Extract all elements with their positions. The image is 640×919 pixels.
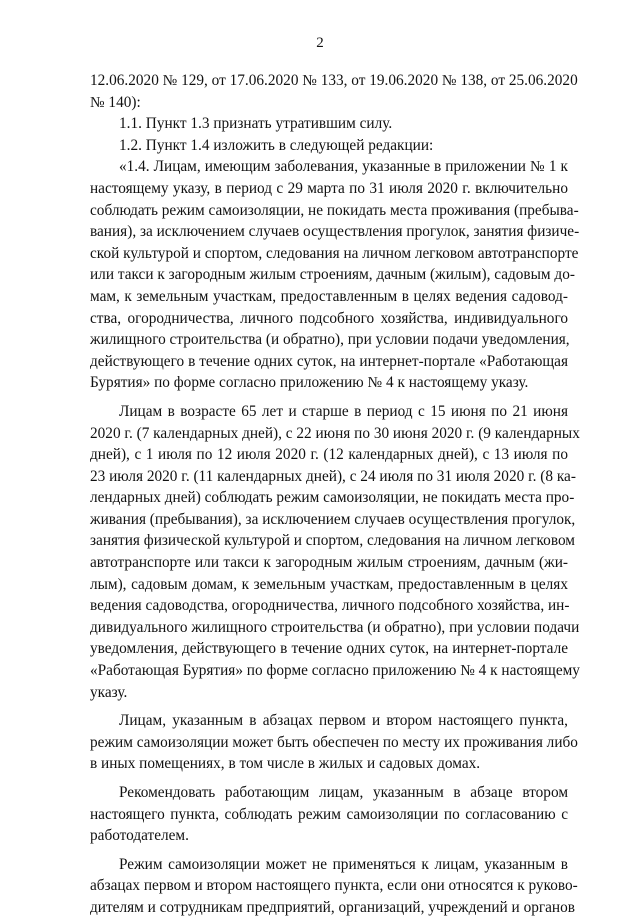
- text-line: 23 июля 2020 г. (11 календарных дней), с 24 июля по 31 июля 2020 г. (8 ка-: [90, 467, 576, 485]
- text-line: уведомления, действующего в течение одних суток, на интернет-портале: [90, 640, 568, 658]
- text-line: № 140):: [90, 93, 141, 111]
- text-line: занятия физической культурой и спортом, следования на личном легковом: [90, 532, 575, 550]
- text-line: настоящего пункта, соблюдать режим самоизоляции по согласованию с: [90, 805, 568, 823]
- text-line: дней), с 1 июля по 12 июля 2020 г. (12 календарных дней), с 13 июля по: [90, 446, 568, 464]
- text-line: 2020 г. (7 календарных дней), с 22 июня по 30 июня 2020 г. (9 календарных: [90, 424, 580, 442]
- text-line: мам, к земельным участкам, предоставленным в целях ведения садовод-: [90, 287, 568, 305]
- text-line: 1.2. Пункт 1.4 изложить в следующей редакции:: [119, 136, 434, 154]
- text-line: дивидуального жилищного строительства (и обратно), при условии подачи: [90, 618, 580, 636]
- text-line: ведения садоводства, огородничества, личного подсобного хозяйства, ин-: [90, 597, 570, 615]
- paragraph-gap: [90, 394, 568, 401]
- text-line: соблюдать режим самоизоляции, не покидать места проживания (пребыва-: [90, 201, 579, 219]
- text-line: в иных помещениях, в том числе в жилых и садовых домах.: [90, 755, 481, 773]
- document-body: [90, 70, 580, 919]
- text-line: лендарных дней) соблюдать режим самоизоляции, не покидать места про-: [90, 489, 575, 507]
- text-line: Бурятия» по форме согласно приложению № 4 к настоящему указу.: [90, 374, 529, 392]
- text-line: лым), садовым домам, к земельным участкам, предоставленным в целях: [90, 575, 568, 593]
- page-number: 2: [316, 35, 324, 51]
- paragraph-gap: [90, 847, 568, 854]
- text-line: живания (пребывания), за исключением случаев осуществления прогулок,: [90, 510, 576, 528]
- text-line: «Работающая Бурятия» по форме согласно приложению № 4 к настоящему: [90, 662, 580, 680]
- text-line: дителям и сотрудникам предприятий, организаций, учреждений и органов: [90, 898, 575, 916]
- text-line: указу.: [90, 683, 128, 701]
- text-line: Режим самоизоляции может не применяться к лицам, указанным в: [119, 855, 568, 873]
- text-line: ской культурой и спортом, следования на личном легковом автотранспорте: [90, 244, 579, 262]
- text-line: автотранспорте или такси к загородным жилым строениям, дачным (жи-: [90, 554, 568, 572]
- paragraph-gap: [90, 775, 568, 782]
- text-line: действующего в течение одних суток, на интернет-портале «Работающая: [90, 352, 568, 370]
- text-line: или такси к загородным жилым строениям, дачным (жилым), садовым до-: [90, 266, 575, 284]
- text-line: 12.06.2020 № 129, от 17.06.2020 № 133, от 19.06.2020 № 138, от 25.06.2020: [90, 72, 578, 89]
- text-line: работодателем.: [90, 827, 189, 845]
- text-line: «1.4. Лицам, имеющим заболевания, указанные в приложении № 1 к: [119, 158, 568, 176]
- text-line: настоящему указу, в период с 29 марта по 31 июля 2020 г. включительно: [90, 179, 568, 197]
- text-line: жилищного строительства (и обратно), при условии подачи уведомления,: [90, 331, 570, 349]
- text-line: вания), за исключением случаев осуществления прогулок, занятия физиче-: [90, 223, 580, 241]
- text-line: 1.1. Пункт 1.3 признать утратившим силу.: [119, 115, 393, 133]
- text-line: режим самоизоляции может быть обеспечен по месту их проживания либо: [90, 733, 578, 751]
- paragraph-gap: [90, 703, 568, 710]
- text-line: абзацах первом и втором настоящего пункта, если они относятся к руково-: [90, 877, 578, 895]
- text-line: Рекомендовать работающим лицам, указанным в абзаце втором: [119, 784, 568, 801]
- text-line: ства, огородничества, личного подсобного хозяйства, индивидуального: [90, 309, 568, 327]
- text-line: Лицам в возрасте 65 лет и старше в период с 15 июня по 21 июня: [119, 402, 568, 420]
- text-line: Лицам, указанным в абзацах первом и втором настоящего пункта,: [119, 712, 568, 730]
